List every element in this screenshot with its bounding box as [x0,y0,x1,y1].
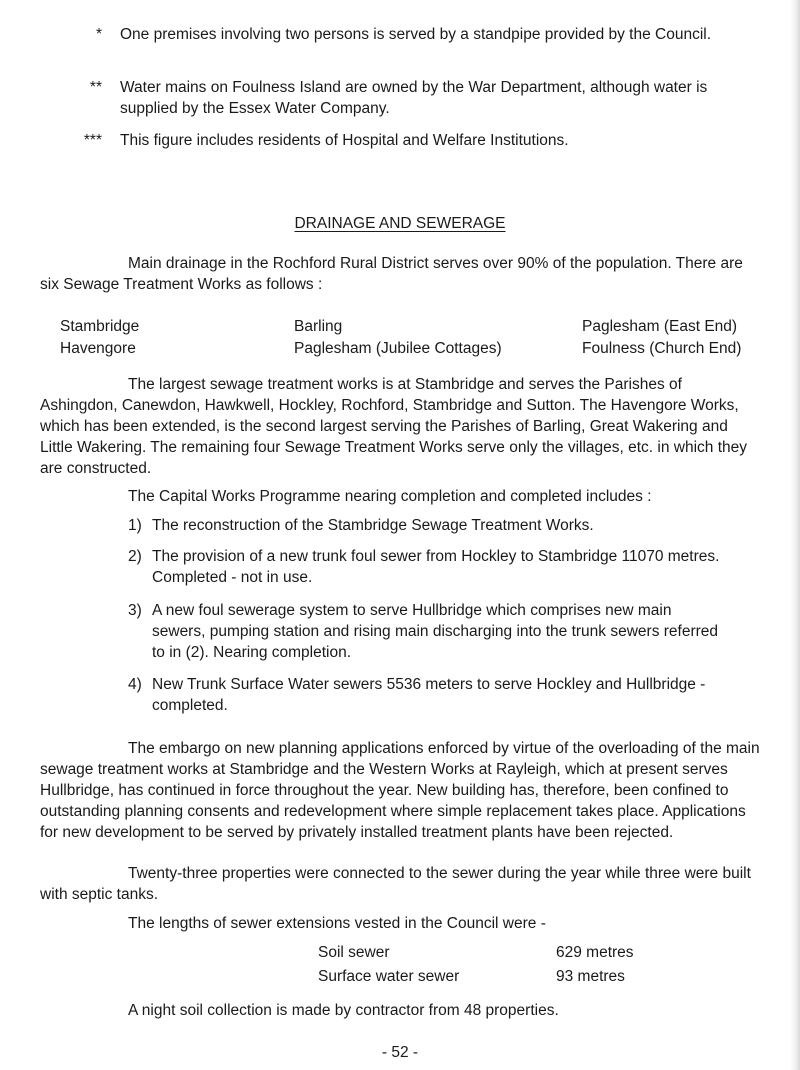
section-heading-text: DRAINAGE AND SEWERAGE [294,215,506,232]
footnote-text: Water mains on Foulness Island are owned by the War Department, although water is supplied by the Essex Water Company. [120,79,708,117]
footnote-2 [52,77,752,119]
programme-item-3 [128,600,728,663]
programme-item-1 [128,515,728,536]
extension-label: Soil sewer [318,944,390,961]
page-edge-shadow [790,0,800,1070]
works-name: Stambridge [60,318,140,335]
night-soil-paragraph: A night soil collection is made by contractor from 48 properties. [128,1002,559,1019]
sewer-lengths-intro: The lengths of sewer extensions vested in the Council were - [128,915,546,932]
item-text: The reconstruction of the Stambridge Sewage Treatment Works. [152,517,594,534]
item-number: 1) [128,517,142,534]
footnote-mark: ** [89,79,102,96]
intro-paragraph: Main drainage in the Rochford Rural District serves over 90% of the population. There are six Sewage Treatment Works as follows : [40,255,743,293]
treatment-works-table [60,316,770,360]
page-number: - 52 - [381,1044,419,1061]
footnote-mark: * [95,26,102,43]
section-heading [0,213,800,234]
footnote-text: This figure includes residents of Hospital and Welfare Institutions. [120,132,569,149]
table-row [60,338,770,360]
works-name: Foulness (Church End) [582,340,742,357]
item-text: The provision of a new trunk foul sewer from Hockley to Stambridge 11070 metres. Completed - not in use. [152,548,720,586]
works-name: Havengore [60,340,136,357]
item-number: 2) [128,548,142,565]
footnote-mark: *** [83,132,102,149]
connections-paragraph: Twenty-three properties were connected to the sewer during the year while three were built with septic tanks. [40,865,751,903]
programme-item-2 [128,546,728,588]
extension-value: 629 metres [556,944,634,961]
largest-works-paragraph: The largest sewage treatment works is at Stambridge and serves the Parishes of Ashingdon, Canewdon, Hawkwell, Hockley, Rochford, Stambridge and Sutton. The Havengore Works, which has been extended, is the second largest serving the Parishes of Barling, Great Wakering and Little Wakering. The remaining four Sewage Treatment Works serve only the villages, etc. in which they are constructed. [40,376,748,477]
embargo-paragraph: The embargo on new planning applications enforced by virtue of the overloading of the main sewage treatment works at Stambridge and the Western Works at Rayleigh, which at present serves Hullbridge, has continued in force throughout the year. New building has, therefore, been confined to outstanding planning consents and redevelopment where simple replacement takes place. Applications for new development to be served by privately installed treatment plants have been rejected. [40,740,760,841]
footnote-1 [52,24,752,45]
table-row [60,316,770,338]
capital-works-intro: The Capital Works Programme nearing completion and completed includes : [128,488,652,505]
works-name: Paglesham (Jubilee Cottages) [294,340,502,357]
table-row [318,942,678,966]
item-number: 3) [128,602,142,619]
footnote-text: One premises involving two persons is served by a standpipe provided by the Council. [120,26,712,43]
item-text: New Trunk Surface Water sewers 5536 meters to serve Hockley and Hullbridge - completed. [152,676,706,714]
programme-item-4 [128,674,728,716]
item-number: 4) [128,676,142,693]
sewer-extensions-table [318,942,678,990]
item-text: A new foul sewerage system to serve Hullbridge which comprises new main sewers, pumping station and rising main discharging into the trunk sewers referred to in (2). Nearing completion. [152,602,719,661]
extension-label: Surface water sewer [318,968,460,985]
works-name: Barling [294,318,343,335]
footnote-3 [52,130,752,151]
table-row [318,966,678,990]
extension-value: 93 metres [556,968,625,985]
works-name: Paglesham (East End) [582,318,738,335]
